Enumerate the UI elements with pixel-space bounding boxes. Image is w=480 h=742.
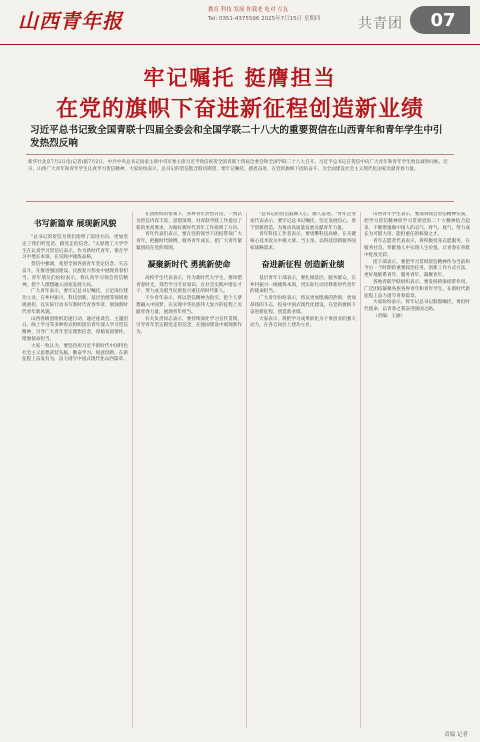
- subheadline: 习近平总书记致全国青联十四届全委会和全国学联二十八大的重要贺信在山西青年和青年学生中引发热烈反响: [30, 125, 443, 149]
- article-column-1: [22, 212, 128, 728]
- paragraph: 大家一致认为，要坚持用习近平新时代中国特色社会主义思想武装头脑，勤奋学习，锐意创新，在新征程上奋发有为，奋力谱写中国式现代化山西篇章。: [22, 343, 128, 363]
- paragraph: "总书记的贺信为我们指明了前进方向，更加坚定了我们听党话、跟党走的信念。"太原理工大学学生在认真学习贺信后表示，作为新时代青年，要在学习中增长本领，在实践中锤炼品格。: [22, 235, 128, 261]
- column-heading: 书写新篇章 展现新风貌: [33, 219, 117, 228]
- meta-line-2: Tel: 0351-4375596 2025年7月15日 星期四: [208, 16, 321, 22]
- paragraph: 大家表示，将把学习成果转化为干事创业的强大动力，在各自岗位上建功立业。: [250, 316, 356, 329]
- column-heading: 奋进新征程 创造新业绩: [261, 259, 345, 269]
- page-footer: 责编 记者: [444, 732, 468, 738]
- paragraph: 基层青年干部表示，要扎根基层、服务群众，在乡村振兴一线锤炼本领，用实际行动诠释新时代青年的使命担当。: [250, 275, 356, 295]
- paragraph: 高校学生代表表示，作为新时代大学生，要珍惜青春时光，刻苦学习专业知识，在社会实践中增长才干，努力成为堪当民族复兴重任的时代新人。: [136, 275, 242, 295]
- column-divider: [360, 212, 361, 728]
- column-heading: 凝聚新时代 勇挑新使命: [147, 259, 231, 269]
- paragraph: （责编：王丽）: [373, 313, 406, 319]
- paragraph: 青年科技工作者表示，要勇攀科技高峰，在关键核心技术攻关中挑大梁、当主角，以科技创新服务国家战略需求。: [250, 232, 356, 251]
- column-divider: [132, 212, 133, 728]
- masthead: [0, 0, 480, 45]
- paragraph: 广大青年表示，要牢记总书记嘱托，立足岗位建功立业，在乡村振兴、科技创新、基层治理等领域勇挑重担，以实际行动书写新时代青春华章，展现新时代青年新风貌。: [22, 289, 128, 315]
- article-column-4: [364, 212, 470, 728]
- paragraph: 青年志愿者代表表示，将积极投身志愿服务，在服务社会、奉献他人中实现人生价值，让青春在奉献中绽放光彩。: [364, 239, 470, 258]
- newspaper-logo: 山西青年报: [18, 9, 123, 33]
- paragraph: "总书记的贺信鼓舞人心、催人奋进。"青年企业家代表表示，要牢记总书记嘱托，坚定发展信心，勇于创新创造，为推动高质量发展贡献青年力量。: [250, 212, 356, 231]
- lead-paragraph: 新华社北京7月2日电(记者)据7月2日，中共中央总书记国家主席中央军委主席习近平致信祝贺全国青联十四届全委会和全国学联二十八大召开。习近平总书记在贺信中向广大青年和青年学生致以诚挚问候。近日，山西广大青年和青年学生认真学习贺信精神，大家纷纷表示，总书记的贺信饱含殷切期望，要牢记嘱托、感恩奋进，在党的旗帜下团结奋斗，为全面建设社会主义现代化国家贡献青春力量。: [26, 154, 454, 202]
- paragraph: 山西青年学生表示，要深刻领会贺信精神实质，把学习贺信精神同学习贯彻党的二十大精神结合起来，不断增强做中国人的志气、骨气、底气，努力成长为可堪大用、能担重任的栋梁之才。: [364, 212, 470, 238]
- paragraph: 有关负责同志表示，要持续深化学习宣传贯彻，引导青年坚定跟党走的信念，在强国建设中展现新作为。: [136, 316, 242, 336]
- page-number-badge: 07: [410, 6, 470, 34]
- masthead-meta: [208, 6, 320, 24]
- meta-line-1: 教育 科技 发展 你我老 吃对 互友: [208, 7, 289, 13]
- paragraph: 不少青年表示，将以贺信精神为指引，把个人梦想融入中国梦，在实现中华民族伟大复兴的征程上贡献青春力量，展现青年担当。: [136, 296, 242, 315]
- article-column-2: [136, 212, 242, 728]
- paragraph: 贺信中强调，希望全国各族青年坚定信念、矢志奋斗，在推进强国建设、民族复兴伟业中展现青春担当。青年朋友们纷纷表示，将认真学习领会贺信精神，把个人理想融入国家发展大局。: [22, 262, 128, 288]
- paragraph: 青年代表们表示，要在党的领导下团结带领广大青年，把握时代脉搏，服务青年成长，把广大青年紧紧团结在党的周围。: [136, 232, 242, 251]
- paragraph: 山西各级团组织迅速行动，通过座谈会、主题团日、线上学习等多种形式组织团员青年深入学习贺信精神，引导广大青年坚定理想信念，厚植家国情怀，增强使命担当。: [22, 316, 128, 342]
- section-name: 共青团: [358, 16, 403, 32]
- headline-line-1: 牢记嘱托 挺膺担当: [143, 66, 337, 90]
- paragraph: 团干部表示，要把学习贯彻贺信精神作为当前和今后一个时期的重要政治任务，创新工作方式方法，更好地联系青年、服务青年、凝聚青年。: [364, 259, 470, 279]
- article-column-3: [250, 212, 356, 728]
- paragraph: 各地青联学联组织表示，要发挥桥梁纽带作用，广泛团结凝聚各族各界青年和青年学生，在新时代新征程上奋力谱写青春篇章。: [364, 279, 470, 299]
- paragraph: 在团组织的带领下，各界青年热烈讨论，一致认为贺信内容丰富、思想深刻，对青联学联工作提出了新的更高要求，为做好新时代青年工作指明了方向。: [136, 212, 242, 231]
- column-divider: [246, 212, 247, 728]
- headline-line-2: 在党的旗帜下奋进新征程创造新业绩: [55, 97, 424, 122]
- paragraph: 大家纷纷表示，将牢记总书记殷殷嘱托，勇担时代使命，以青春之我奋进强国之路。: [364, 300, 470, 313]
- paragraph: 广大青年纷纷表示，将以更加饱满的热情、更加昂扬的斗志，投身中国式现代化建设，在党的旗帜下奋进新征程、创造新业绩。: [250, 296, 356, 315]
